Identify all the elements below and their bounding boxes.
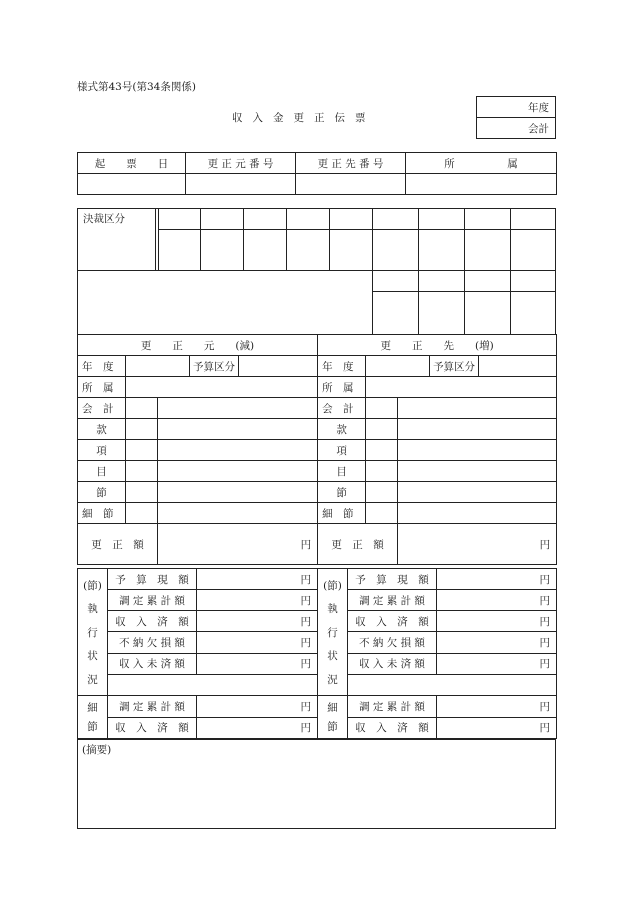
source-exec-value-unpaid[interactable]: 円 (197, 653, 318, 674)
source-amount-label: 更 正 額 (78, 524, 158, 565)
source-moku-field[interactable] (158, 461, 318, 482)
dest-section-title: 更 正 先 (増) (318, 335, 557, 356)
source-budget-division-label: 予算区分 (190, 356, 239, 377)
dest-saisetsu-field[interactable] (398, 503, 557, 524)
source-kou-field[interactable] (158, 440, 318, 461)
dest-affiliation-field[interactable] (366, 377, 557, 398)
affiliation-field[interactable] (406, 174, 557, 195)
source-setsu-field[interactable] (158, 482, 318, 503)
source-exec-label: (節) 執 行 状 況 (78, 569, 108, 696)
source-saisetsu-status-label: 細 節 (78, 696, 108, 739)
source-kan-label: 款 (78, 419, 126, 440)
source-exec-value-loss[interactable]: 円 (197, 632, 318, 653)
header-dest-number: 更 正 先 番 号 (296, 153, 406, 174)
source-exec-item-received: 収 入 済 額 (108, 611, 197, 632)
dest-saisetsu-item-assessed: 調 定 累 計 額 (348, 696, 437, 718)
dest-account-label: 会 計 (318, 398, 366, 419)
year-label: 年度 (477, 97, 556, 118)
dest-setsu-code[interactable] (366, 482, 398, 503)
dest-exec-item-budget: 予 算 現 額 (348, 569, 437, 590)
dest-exec-blank-row[interactable] (348, 674, 557, 695)
account-label: 会計 (477, 118, 556, 139)
issue-date-field[interactable] (78, 174, 186, 195)
source-saisetsu-label: 細 節 (78, 503, 126, 524)
dest-exec-item-received: 収 入 済 額 (348, 611, 437, 632)
remarks-label: (摘要) (82, 744, 112, 756)
source-setsu-code[interactable] (126, 482, 158, 503)
source-kan-code[interactable] (126, 419, 158, 440)
source-exec-blank-row[interactable] (108, 674, 318, 695)
dest-moku-field[interactable] (398, 461, 557, 482)
correction-table (77, 334, 557, 565)
source-year-field[interactable] (126, 356, 190, 377)
dest-exec-value-budget[interactable]: 円 (437, 569, 557, 590)
saisetsu-status-table (77, 695, 557, 739)
remarks-box[interactable] (77, 739, 556, 829)
source-affiliation-field[interactable] (126, 377, 318, 398)
dest-exec-value-received[interactable]: 円 (437, 611, 557, 632)
header-affiliation: 所 属 (406, 153, 557, 174)
source-amount-field[interactable]: 円 (158, 524, 318, 565)
dest-budget-division-field[interactable] (479, 356, 557, 377)
source-saisetsu-item-assessed: 調 定 累 計 額 (108, 696, 197, 718)
dest-exec-item-unpaid: 収 入 未 済 額 (348, 653, 437, 674)
dest-exec-item-assessed: 調 定 累 計 額 (348, 590, 437, 611)
source-setsu-label: 節 (78, 482, 126, 503)
dest-moku-label: 目 (318, 461, 366, 482)
source-saisetsu-item-received: 収 入 済 額 (108, 717, 197, 739)
source-exec-item-budget: 予 算 現 額 (108, 569, 197, 590)
source-exec-value-assessed[interactable]: 円 (197, 590, 318, 611)
dest-saisetsu-label: 細 節 (318, 503, 366, 524)
dest-year-field[interactable] (366, 356, 430, 377)
form-title: 収入金更正伝票 (232, 112, 376, 124)
header-source-number: 更 正 元 番 号 (186, 153, 296, 174)
dest-saisetsu-value-assessed[interactable]: 円 (437, 696, 557, 718)
dest-saisetsu-value-received[interactable]: 円 (437, 717, 557, 739)
source-account-code[interactable] (126, 398, 158, 419)
dest-exec-item-loss: 不 納 欠 損 額 (348, 632, 437, 653)
dest-moku-code[interactable] (366, 461, 398, 482)
source-exec-value-budget[interactable]: 円 (197, 569, 318, 590)
dest-exec-value-assessed[interactable]: 円 (437, 590, 557, 611)
dest-exec-label: (節) 執 行 状 況 (318, 569, 348, 696)
source-kou-label: 項 (78, 440, 126, 461)
dest-kan-code[interactable] (366, 419, 398, 440)
source-saisetsu-field[interactable] (158, 503, 318, 524)
source-number-field[interactable] (186, 174, 296, 195)
source-moku-code[interactable] (126, 461, 158, 482)
dest-setsu-field[interactable] (398, 482, 557, 503)
source-moku-label: 目 (78, 461, 126, 482)
source-kou-code[interactable] (126, 440, 158, 461)
exec-status-table (77, 568, 557, 696)
dest-budget-division-label: 予算区分 (430, 356, 479, 377)
dest-setsu-label: 節 (318, 482, 366, 503)
dest-kou-field[interactable] (398, 440, 557, 461)
source-exec-item-assessed: 調 定 累 計 額 (108, 590, 197, 611)
dest-exec-value-loss[interactable]: 円 (437, 632, 557, 653)
dest-saisetsu-status-label: 細 節 (318, 696, 348, 739)
source-kan-field[interactable] (158, 419, 318, 440)
dest-account-code[interactable] (366, 398, 398, 419)
dest-year-label: 年 度 (318, 356, 366, 377)
dest-saisetsu-code[interactable] (366, 503, 398, 524)
source-section-title: 更 正 元 (減) (78, 335, 318, 356)
dest-amount-field[interactable]: 円 (398, 524, 557, 565)
source-saisetsu-value-received[interactable]: 円 (197, 717, 318, 739)
source-exec-item-unpaid: 収 入 未 済 額 (108, 653, 197, 674)
dest-number-field[interactable] (296, 174, 406, 195)
dest-amount-label: 更 正 額 (318, 524, 398, 565)
source-account-field[interactable] (158, 398, 318, 419)
source-affiliation-label: 所 属 (78, 377, 126, 398)
dest-exec-value-unpaid[interactable]: 円 (437, 653, 557, 674)
source-year-label: 年 度 (78, 356, 126, 377)
source-exec-item-loss: 不 納 欠 損 額 (108, 632, 197, 653)
dest-kan-label: 款 (318, 419, 366, 440)
dest-saisetsu-item-received: 収 入 済 額 (348, 717, 437, 739)
approval-block (77, 208, 556, 335)
dest-affiliation-label: 所 属 (318, 377, 366, 398)
dest-kou-code[interactable] (366, 440, 398, 461)
source-saisetsu-code[interactable] (126, 503, 158, 524)
form-number: 様式第43号(第34条関係) (77, 81, 196, 93)
dest-account-field[interactable] (398, 398, 557, 419)
source-budget-division-field[interactable] (239, 356, 318, 377)
source-exec-value-received[interactable]: 円 (197, 611, 318, 632)
year-account-box (476, 96, 556, 139)
header-table (77, 152, 557, 195)
approval-label: 決裁区分 (83, 213, 125, 225)
dest-kou-label: 項 (318, 440, 366, 461)
source-account-label: 会 計 (78, 398, 126, 419)
dest-kan-field[interactable] (398, 419, 557, 440)
source-saisetsu-value-assessed[interactable]: 円 (197, 696, 318, 718)
header-issue-date: 起 票 日 (78, 153, 186, 174)
